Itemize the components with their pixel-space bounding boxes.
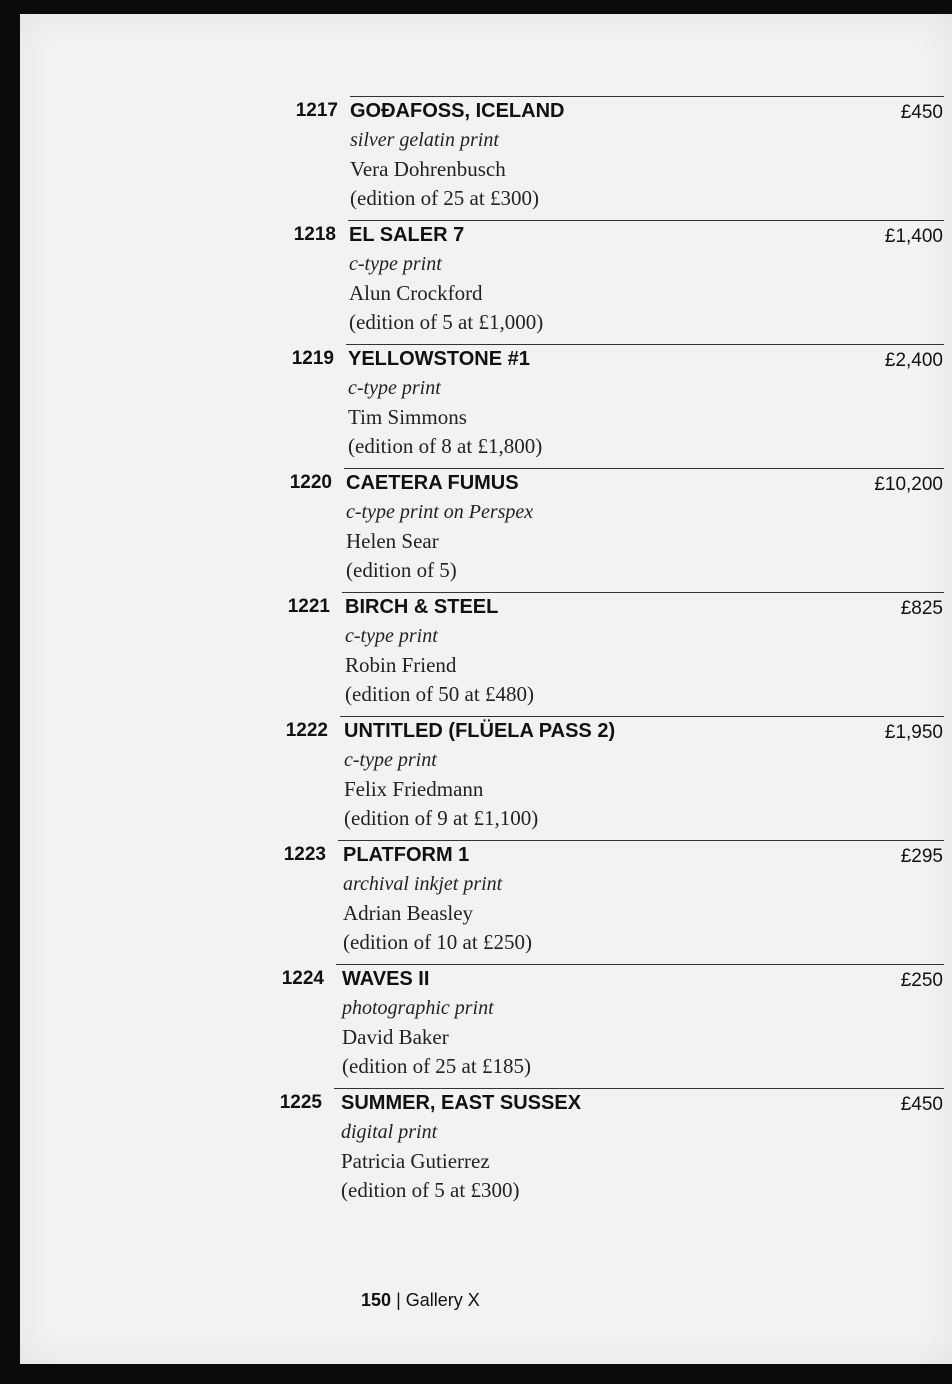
lot-title: BIRCH & STEEL: [345, 596, 499, 618]
entry-divider: [340, 716, 944, 717]
lot-edition: (edition of 9 at £1,100): [344, 806, 539, 830]
lot-medium: c-type print: [349, 253, 442, 275]
lot-artist: David Baker: [342, 1025, 449, 1049]
lot-artist: Robin Friend: [345, 653, 457, 677]
lot-artist: Tim Simmons: [348, 405, 467, 429]
lot-edition: (edition of 5 at £1,000): [349, 310, 544, 334]
lot-artist: Helen Sear: [346, 529, 439, 553]
entry-divider: [346, 344, 944, 345]
lot-edition: (edition of 50 at £480): [345, 682, 534, 706]
entry-divider: [338, 840, 944, 841]
lot-number: 1224: [281, 968, 324, 989]
lot-medium: digital print: [341, 1121, 438, 1143]
lot-price: £450: [900, 1094, 943, 1115]
lot-price: £450: [900, 102, 943, 123]
lot-price: £825: [900, 598, 943, 619]
lot-entry: [20, 840, 952, 964]
lot-entry: [20, 344, 952, 468]
lot-title: UNTITLED (FLÜELA PASS 2): [344, 720, 616, 742]
lot-edition: (edition of 10 at £250): [343, 930, 532, 954]
lot-edition: (edition of 8 at £1,800): [348, 434, 543, 458]
lot-price: £250: [900, 970, 943, 991]
lot-artist: Felix Friedmann: [344, 777, 484, 801]
lot-number: 1218: [293, 224, 336, 245]
lot-edition: (edition of 5 at £300): [341, 1178, 520, 1202]
footer-separator: |: [396, 1290, 401, 1310]
lot-artist: Patricia Gutierrez: [341, 1149, 490, 1173]
entry-divider: [350, 96, 944, 97]
lot-entry: [20, 468, 952, 592]
lot-title: EL SALER 7: [349, 224, 465, 246]
lot-entry: [20, 592, 952, 716]
lot-title: YELLOWSTONE #1: [348, 348, 530, 370]
entry-divider: [334, 1088, 944, 1089]
lot-medium: c-type print: [348, 377, 441, 399]
lot-entry: [20, 716, 952, 840]
entry-divider: [336, 964, 944, 965]
lot-number: 1220: [289, 472, 332, 493]
lot-title: GOĐAFOSS, ICELAND: [350, 100, 565, 122]
lot-title: WAVES II: [342, 968, 430, 990]
lot-price: £295: [900, 846, 943, 867]
lot-medium: photographic print: [342, 997, 494, 1019]
lot-medium: c-type print on Perspex: [346, 501, 534, 523]
lot-title: PLATFORM 1: [343, 844, 470, 866]
catalogue-page: [20, 14, 952, 1364]
lot-number: 1223: [283, 844, 326, 865]
lot-price: £2,400: [884, 350, 943, 371]
lot-price: £1,400: [884, 226, 943, 247]
lot-entry: [20, 964, 952, 1088]
lot-medium: c-type print: [344, 749, 437, 771]
entry-divider: [344, 468, 944, 469]
lot-title: SUMMER, EAST SUSSEX: [341, 1092, 582, 1114]
lot-medium: archival inkjet print: [343, 873, 503, 895]
lot-artist: Adrian Beasley: [343, 901, 474, 925]
lot-entry: [20, 96, 952, 220]
entry-divider: [342, 592, 944, 593]
lot-medium: c-type print: [345, 625, 438, 647]
lot-price: £10,200: [874, 474, 943, 495]
entry-divider: [348, 220, 944, 221]
lot-number: 1219: [291, 348, 334, 369]
lot-artist: Alun Crockford: [349, 281, 483, 305]
lot-title: CAETERA FUMUS: [346, 472, 519, 494]
lot-entry: [20, 1088, 952, 1212]
page-footer: [361, 1290, 480, 1311]
lot-price: £1,950: [884, 722, 943, 743]
lot-edition: (edition of 5): [346, 558, 457, 582]
section-name: Gallery X: [405, 1290, 480, 1310]
lot-number: 1222: [285, 720, 328, 741]
lot-artist: Vera Dohrenbusch: [350, 157, 506, 181]
lot-entry: [20, 220, 952, 344]
lot-number: 1221: [287, 596, 330, 617]
lot-number: 1225: [279, 1092, 322, 1113]
page-number: 150: [361, 1290, 392, 1310]
lot-number: 1217: [295, 100, 338, 121]
lot-edition: (edition of 25 at £300): [350, 186, 539, 210]
lot-edition: (edition of 25 at £185): [342, 1054, 531, 1078]
lot-medium: silver gelatin print: [350, 129, 499, 151]
